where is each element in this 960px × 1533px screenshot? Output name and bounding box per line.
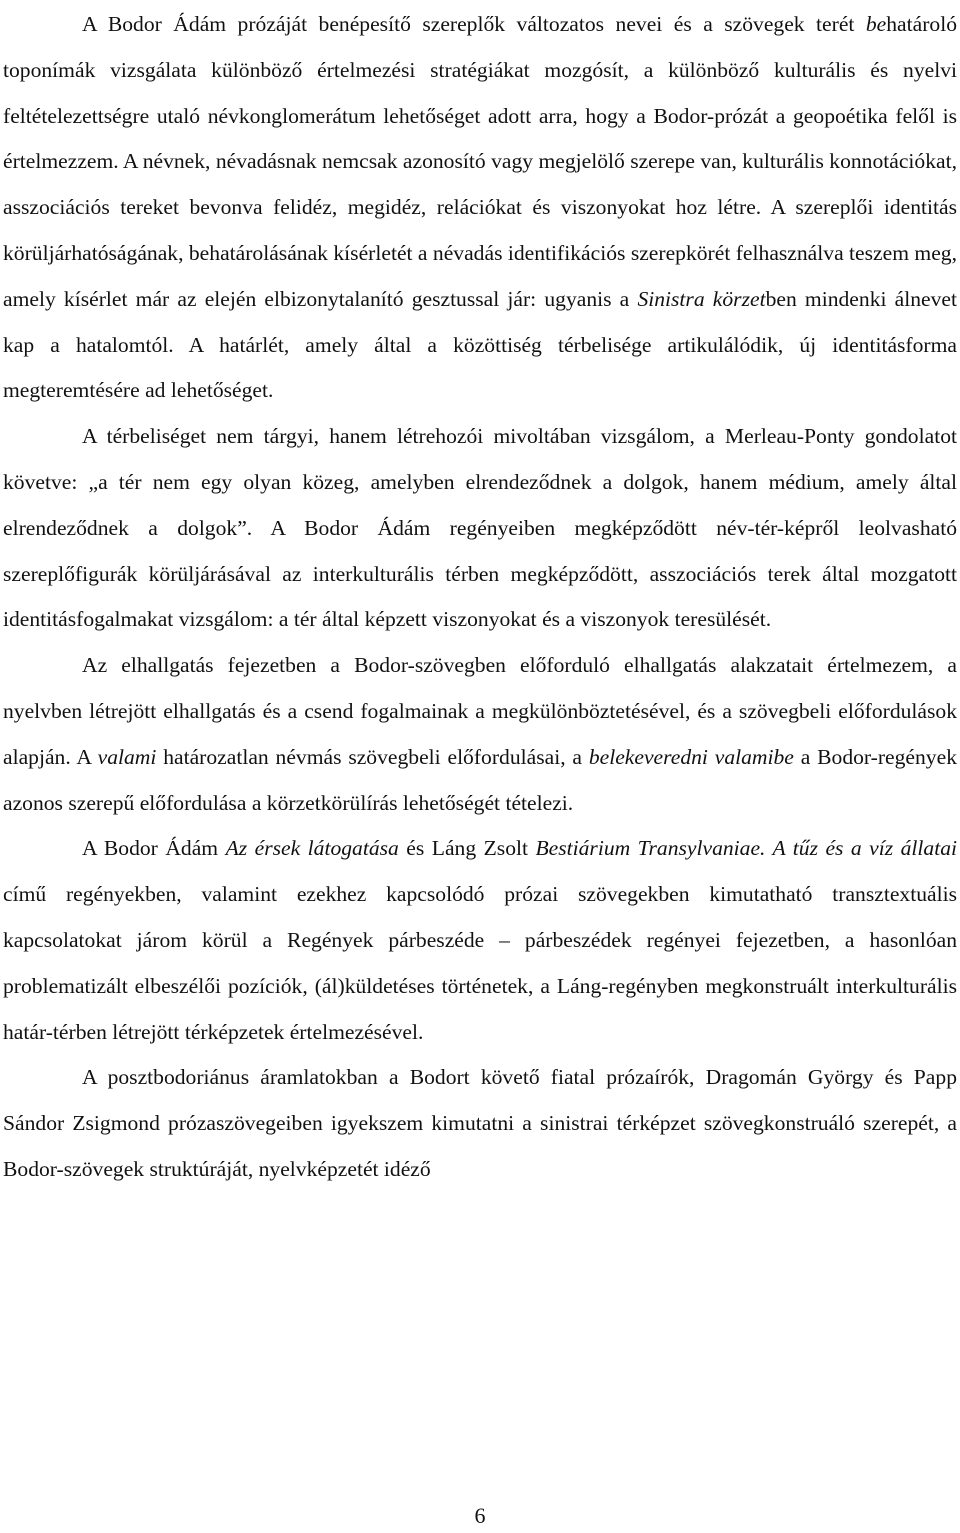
text-run: határoló toponímák vizsgálata különböző értelmezési stratégiákat mozgósít, a különböző kulturális és nyelvi feltételezettségre utaló névkonglomerátum lehetőséget adott arra, hogy a Bodor-prózát a geopoétika felől is értelmezzem. A névnek, névadásnak nemcsak azonosító vagy megjelölő szerepe van, kulturális konnotációkat, asszociációs tereket bevonva felidéz, megidéz, relációkat és viszonyokat hoz létre. A szereplői identitás körüljárhatóságának, behatárolásának kísérletét a névadás identifikációs szerepkörét felhasználva teszem meg, amely kísérlet már az elején elbizonytalanító gesztussal jár: ugyanis a <box>3 12 957 311</box>
text-run: határozatlan névmás szövegbeli előfordulásai, a <box>156 744 589 769</box>
text-run: Az elhallgatás fejezetben a Bodor-szövegben előforduló elhallgatás alakzatait értelmezem, a nyelvben létrejött elhallgatás és a csend fogalmainak a megkülönböztetésével, és a szövegbeli előfordulások alapján. A <box>3 653 957 769</box>
text-run: ben mindenki álnevet kap a hatalomtól. A határlét, amely által a közöttiség térbelisége artikulálódik, új identitásforma megteremtésére ad lehetőséget. <box>3 286 957 403</box>
text-run: A térbeliséget nem tárgyi, hanem létrehozói mivoltában vizsgálom, a Merleau-Ponty gondolatot követve: „a tér nem egy olyan közeg, amelyben elrendeződnek a dolgok, hanem médium, amely által elrendeződnek a dolgok”. A Bodor Ádám regényeiben megképződött név-tér-képről leolvasható szereplőfigurák körüljárásával az interkulturális térben megképződött, asszociációs terek által mozgatott identitásfogalmakat vizsgálom: a tér által képzett viszonyokat és a viszonyok teresülését. <box>3 424 957 632</box>
text-run: A Bodor Ádám prózáját benépesítő szereplők változatos nevei és a szövegek terét <box>82 12 866 36</box>
italic-text-run: valami <box>97 744 157 769</box>
paragraph <box>3 414 957 643</box>
text-run: A posztbodoriánus áramlatokban a Bodort követő fiatal prózaírók, Dragomán György és Papp Sándor Zsigmond prózaszövegeiben igyekszem kimutatni a sinistrai térképzet szövegkonstruáló szerepét, a Bodor-szövegek struktúráját, nyelvképzetét idéző <box>3 1065 957 1181</box>
text-run: A Bodor Ádám <box>82 836 226 861</box>
italic-text-run: belekeveredni valamibe <box>588 744 794 769</box>
paragraph <box>3 1055 957 1192</box>
page-number: 6 <box>474 1503 486 1528</box>
italic-text-run: Az érsek látogatása <box>225 836 399 861</box>
body-text <box>3 2 957 1193</box>
italic-text-run: Bestiárium Transylvaniae. A tűz és a víz állatai <box>535 836 958 861</box>
text-run: a Bodor-regények azonos szerepű előfordulása a körzetkörülírás lehetőségét tételezi. <box>3 744 957 815</box>
italic-text-run: Sinistra körzet <box>637 286 766 311</box>
paragraph <box>3 826 957 1055</box>
text-run: és Láng Zsolt <box>398 836 536 861</box>
paragraph <box>3 2 957 414</box>
paragraph <box>3 643 957 826</box>
text-run: című regényekben, valamint ezekhez kapcsolódó prózai szövegekben kimutatható transztextuális kapcsolatokat járom körül a Regények párbeszéde – párbeszédek regényei fejezetben, a hasonlóan problematizált elbeszélői pozíciók, (ál)küldetéses történetek, a Láng-regényben megkonstruált interkulturális határ-térben létrejött térképzetek értelmezésével. <box>3 882 957 1044</box>
italic-text-run: be <box>865 12 887 36</box>
